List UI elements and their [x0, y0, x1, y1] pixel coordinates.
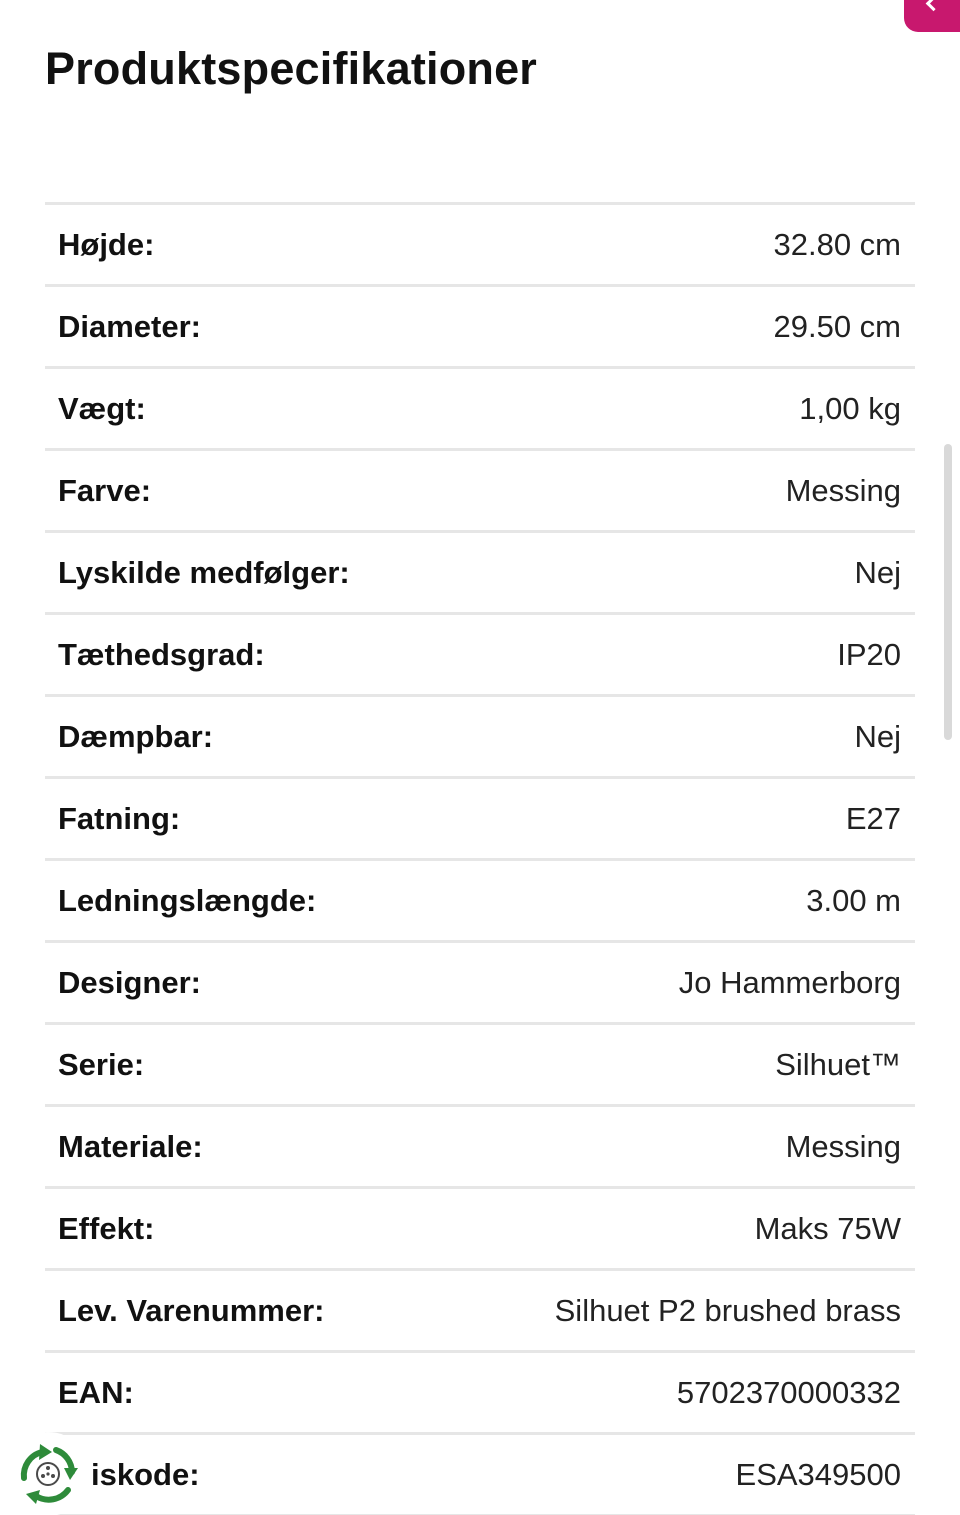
spec-value: Messing — [785, 1128, 901, 1164]
spec-value: 1,00 kg — [799, 390, 901, 426]
spec-row-iskode — [45, 1435, 915, 1515]
spec-label: Materiale: — [58, 1128, 203, 1164]
spec-value: 3.00 m — [806, 882, 901, 918]
spec-label: Designer: — [58, 964, 201, 1000]
recycle-badge[interactable] — [6, 1432, 90, 1515]
spec-row-farve — [45, 451, 915, 533]
spec-label: Dæmpbar: — [58, 718, 214, 754]
spec-row-effekt — [45, 1189, 915, 1271]
corner-action-button[interactable] — [904, 0, 960, 32]
spec-row-serie — [45, 1025, 915, 1107]
spec-row-vaegt — [45, 369, 915, 451]
spec-row-ean — [45, 1353, 915, 1435]
spec-label: EAN: — [58, 1374, 134, 1410]
spec-value: Jo Hammerborg — [678, 964, 901, 1000]
spec-value: ESA349500 — [735, 1456, 901, 1492]
spec-label: Diameter: — [58, 308, 201, 344]
spec-label: Effekt: — [58, 1210, 155, 1246]
spec-value: Maks 75W — [754, 1210, 901, 1246]
chevron-icon — [926, 0, 942, 11]
spec-value: Nej — [854, 718, 901, 754]
spec-row-lev-varenummer — [45, 1271, 915, 1353]
spec-value: Silhuet P2 brushed brass — [554, 1292, 901, 1328]
spec-value: 29.50 cm — [773, 308, 901, 344]
spec-row-lyskilde — [45, 533, 915, 615]
spec-value: IP20 — [837, 636, 901, 672]
recycle-icon — [6, 1503, 90, 1515]
spec-row-taethedsgrad — [45, 615, 915, 697]
spec-value: Nej — [854, 554, 901, 590]
spec-value: 5702370000332 — [676, 1374, 901, 1410]
spec-label: Lyskilde medfølger: — [58, 554, 350, 590]
spec-row-hojde — [45, 205, 915, 287]
spec-value: Messing — [785, 472, 901, 508]
spec-label: Vægt: — [58, 390, 146, 426]
spec-row-fatning — [45, 779, 915, 861]
spec-label: Højde: — [58, 226, 155, 262]
spec-row-diameter — [45, 287, 915, 369]
page-title: Produktspecifikationer — [45, 43, 538, 94]
spec-label: Tæthedsgrad: — [58, 636, 265, 672]
spec-label: Fatning: — [58, 800, 181, 836]
spec-row-daempbar — [45, 697, 915, 779]
spec-label: iskode: — [91, 1456, 200, 1492]
spec-row-ledningslaengde — [45, 861, 915, 943]
scrollbar[interactable] — [944, 444, 952, 740]
spec-table — [45, 202, 915, 1515]
spec-label: Ledningslængde: — [58, 882, 317, 918]
spec-row-designer — [45, 943, 915, 1025]
spec-value: E27 — [845, 800, 901, 836]
spec-label: Farve: — [58, 472, 152, 508]
spec-value: 32.80 cm — [773, 226, 901, 262]
spec-row-materiale — [45, 1107, 915, 1189]
spec-label: Serie: — [58, 1046, 145, 1082]
spec-value: Silhuet™ — [775, 1046, 901, 1082]
spec-label: Lev. Varenummer: — [58, 1292, 325, 1328]
